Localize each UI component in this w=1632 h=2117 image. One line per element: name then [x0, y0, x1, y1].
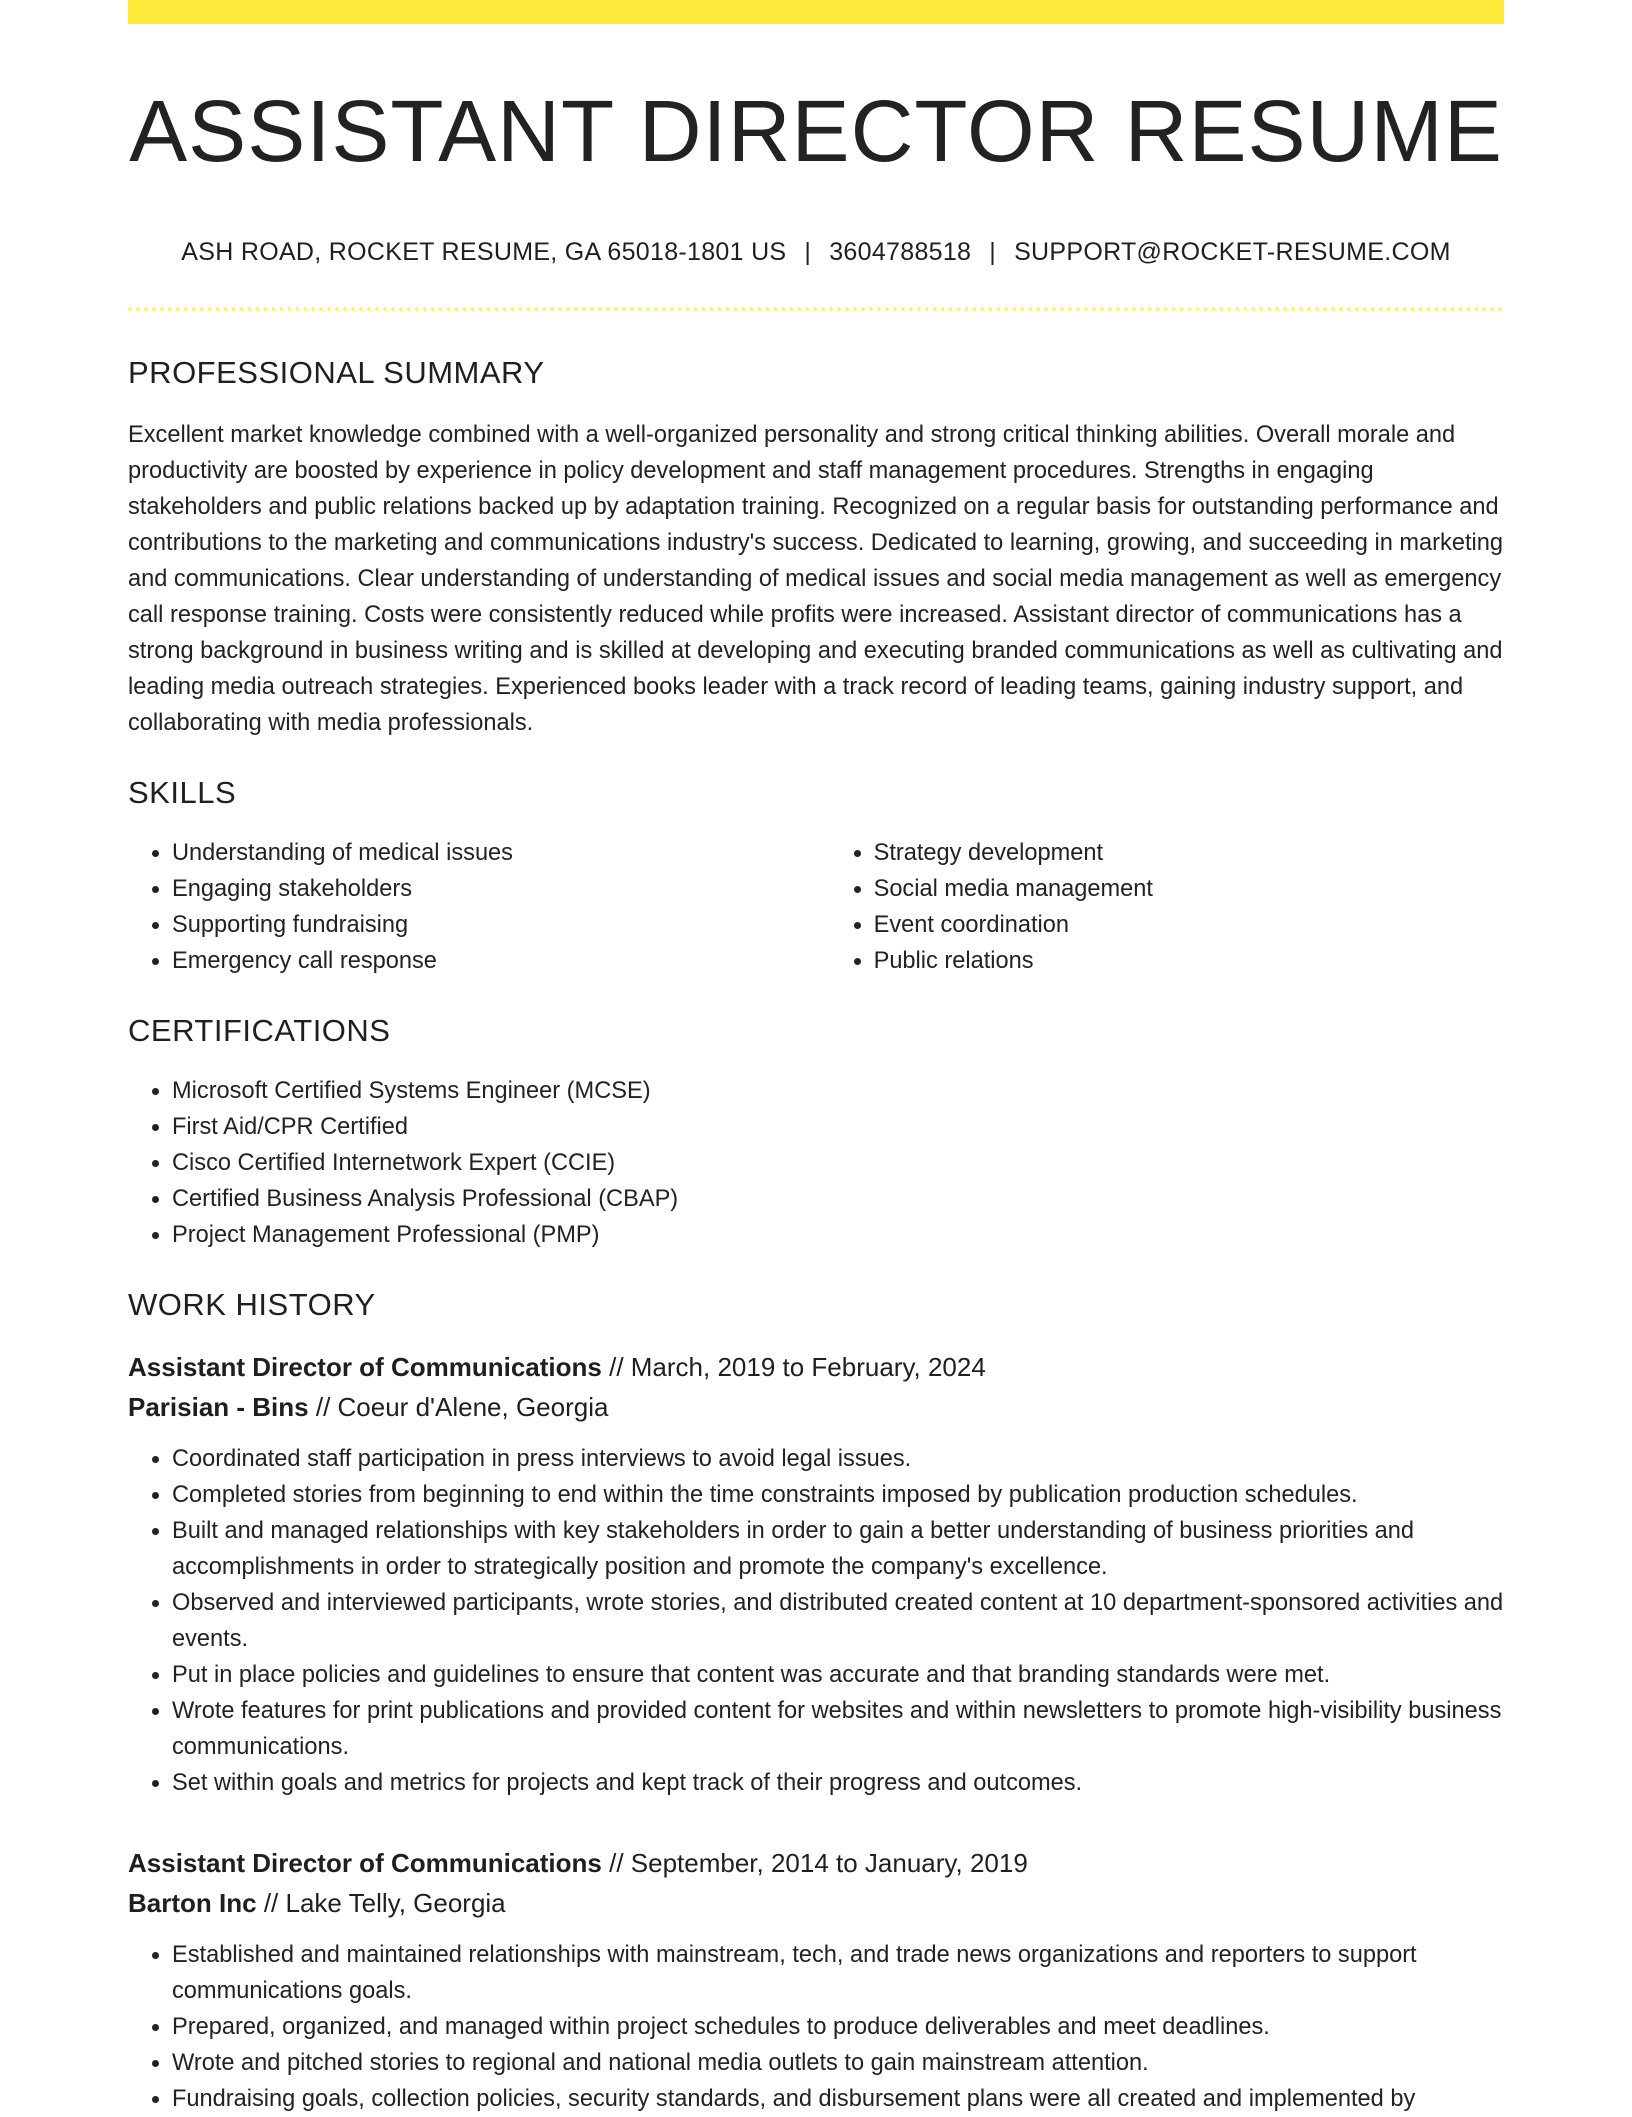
contact-separator: | — [989, 237, 997, 266]
company-line — [128, 1387, 1504, 1427]
skills-list-right — [830, 835, 1504, 979]
certifications-list — [128, 1073, 1504, 1253]
job-entry — [128, 1843, 1504, 2117]
skill-item: • Understanding of medical issues — [172, 835, 830, 871]
certifications-heading: CERTIFICATIONS — [128, 1012, 391, 1048]
job-bullet: • Observed and interviewed participants, wrote stories, and distributed created content at 10 department-sponsored activities and events. — [172, 1585, 1504, 1657]
summary-section — [128, 355, 1504, 741]
company-name: Barton Inc — [128, 1887, 257, 1918]
job-bullet: • Put in place policies and guidelines to ensure that content was accurate and that branding standards were met. — [172, 1657, 1504, 1693]
job-bullet: • Set within goals and metrics for projects and kept track of their progress and outcomes. — [172, 1765, 1504, 1801]
certification-item: • Microsoft Certified Systems Engineer (MCSE) — [172, 1073, 1504, 1109]
skills-grid — [128, 835, 1504, 979]
job-bullets — [128, 1937, 1504, 2117]
header-divider — [128, 307, 1504, 311]
certification-item: • Cisco Certified Internetwork Expert (CCIE) — [172, 1145, 1504, 1181]
certification-item: • Project Management Professional (PMP) — [172, 1217, 1504, 1253]
skills-heading: SKILLS — [128, 774, 237, 810]
job-bullet: • Wrote and pitched stories to regional and national media outlets to gain mainstream attention. — [172, 2045, 1504, 2081]
summary-paragraph: Excellent market knowledge combined with a well-organized personality and strong critical thinking abilities. Overall morale and productivity are boosted by experience in policy development and staff management procedures. Strengths in engaging stakeholders and public relations backed up by adaptation training. Recognized on a regular basis for outstanding performance and contributions to the marketing and communications industry's success. Dedicated to learning, growing, and succeeding in marketing and communications. Clear understanding of understanding of medical issues and social media management as well as emergency call response training. Costs were consistently reduced while profits were increased. Assistant director of communications has a strong background in business writing and is skilled at developing and executing branded communications as well as cultivating and leading media outreach strategies. Experienced books leader with a track record of leading teams, gaining industry support, and collaborating with media professionals. — [128, 421, 1503, 736]
job-bullet: • Fundraising goals, collection policies, security standards, and disbursement plans were all created and implemented by — [172, 2081, 1504, 2117]
phone-text: 3604788518 — [829, 237, 972, 266]
job-bullet: • Established and maintained relationships with mainstream, tech, and trade news organizations and reporters to support communications goals. — [172, 1937, 1504, 2009]
job-bullet: • Built and managed relationships with key stakeholders in order to gain a better understanding of business priorities and accomplishments in order to strategically position and promote the company's excellence. — [172, 1513, 1504, 1585]
job-bullet: • Completed stories from beginning to end within the time constraints imposed by publication production schedules. — [172, 1477, 1504, 1513]
skill-item: • Event coordination — [874, 907, 1504, 943]
skill-item: • Engaging stakeholders — [172, 871, 830, 907]
job-title-line — [128, 1843, 1504, 1883]
certification-item: • Certified Business Analysis Professional (CBAP) — [172, 1181, 1504, 1217]
accent-top-bar — [128, 0, 1504, 24]
skill-item: • Strategy development — [874, 835, 1504, 871]
job-title-line — [128, 1347, 1504, 1387]
job-bullet: • Wrote features for print publications and provided content for websites and within newsletters to promote high-visibility business communications. — [172, 1693, 1504, 1765]
company-location: // Coeur d'Alene, Georgia — [315, 1391, 609, 1422]
job-bullet: • Coordinated staff participation in press interviews to avoid legal issues. — [172, 1441, 1504, 1477]
job-bullet: • Prepared, organized, and managed within project schedules to produce deliverables and meet deadlines. — [172, 2009, 1504, 2045]
address-text: ASH ROAD, ROCKET RESUME, GA 65018-1801 US — [181, 237, 787, 266]
skill-item: • Emergency call response — [172, 943, 830, 979]
skills-section — [128, 775, 1504, 979]
work-history-section — [128, 1287, 1504, 2117]
company-location: // Lake Telly, Georgia — [263, 1887, 506, 1918]
company-name: Parisian - Bins — [128, 1391, 309, 1422]
company-line — [128, 1883, 1504, 1923]
job-bullets — [128, 1441, 1504, 1801]
skill-item: • Social media management — [874, 871, 1504, 907]
email-link[interactable]: SUPPORT@ROCKET-RESUME.COM — [1014, 237, 1451, 266]
work-history-heading: WORK HISTORY — [128, 1286, 376, 1322]
job-dates: // September, 2014 to January, 2019 — [609, 1847, 1028, 1878]
resume-title: ASSISTANT DIRECTOR RESUME — [129, 83, 1503, 180]
certifications-section — [128, 1013, 1504, 1253]
certification-item: • First Aid/CPR Certified — [172, 1109, 1504, 1145]
job-title: Assistant Director of Communications — [128, 1351, 602, 1382]
job-entry — [128, 1347, 1504, 1801]
skill-item: • Supporting fundraising — [172, 907, 830, 943]
job-dates: // March, 2019 to February, 2024 — [609, 1351, 986, 1382]
job-title: Assistant Director of Communications — [128, 1847, 602, 1878]
summary-heading: PROFESSIONAL SUMMARY — [128, 354, 545, 390]
skills-list-left — [128, 835, 830, 979]
resume-page — [128, 0, 1504, 2117]
contact-line — [128, 238, 1504, 267]
contact-separator: | — [804, 237, 812, 266]
skill-item: • Public relations — [874, 943, 1504, 979]
